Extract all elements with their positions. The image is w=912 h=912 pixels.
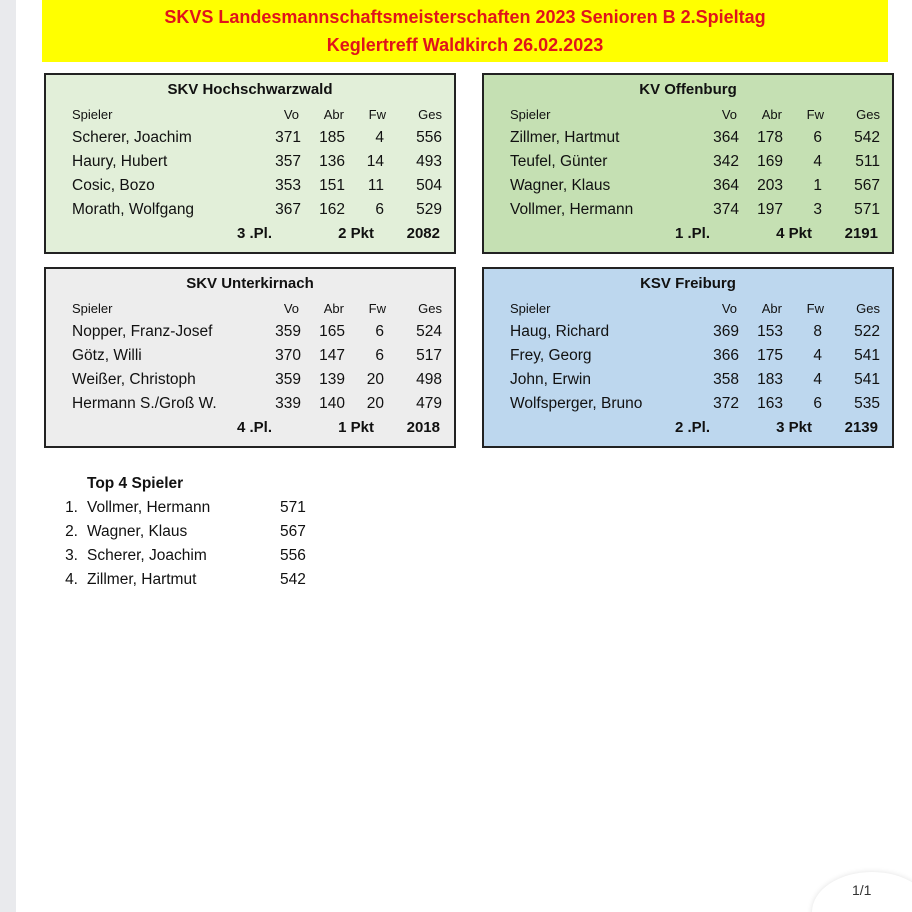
top4-list — [48, 472, 348, 602]
player-ges: 504 — [416, 177, 442, 194]
player-abr: 147 — [319, 347, 345, 364]
team-total: 2191 — [844, 225, 878, 242]
player-abr: 197 — [757, 201, 783, 218]
player-vo: 367 — [275, 201, 301, 218]
title-line-2: Keglertreff Waldkirch 26.02.2023 — [326, 35, 604, 55]
team-total: 2139 — [844, 419, 878, 436]
team-total: 2082 — [406, 225, 440, 242]
player-name: John, Erwin — [510, 371, 591, 388]
player-row — [46, 323, 454, 345]
team-place: 1 .Pl. — [674, 225, 710, 242]
header-ges: Ges — [856, 107, 880, 122]
player-vo: 371 — [275, 129, 301, 146]
top4-rank: 1. — [65, 499, 78, 516]
player-ges: 542 — [854, 129, 880, 146]
player-ges: 529 — [416, 201, 442, 218]
player-fw: 4 — [813, 153, 822, 170]
player-fw: 6 — [813, 395, 822, 412]
player-vo: 364 — [713, 177, 739, 194]
player-row — [46, 177, 454, 199]
player-vo: 372 — [713, 395, 739, 412]
player-ges: 511 — [855, 153, 880, 170]
top4-name: Vollmer, Hermann — [87, 499, 211, 516]
player-abr: 151 — [319, 177, 345, 194]
player-name: Wolfsperger, Bruno — [510, 395, 643, 412]
top4-score: 571 — [280, 499, 306, 516]
player-fw: 8 — [813, 323, 822, 340]
header-spieler: Spieler — [510, 107, 551, 122]
top4-item — [48, 523, 348, 545]
team-card-hochschwarzwald — [44, 73, 456, 254]
player-fw: 11 — [367, 177, 384, 194]
player-name: Haury, Hubert — [72, 153, 168, 170]
player-fw: 20 — [366, 395, 384, 412]
team-name: SKV Unterkirnach — [186, 275, 314, 292]
player-ges: 541 — [854, 371, 880, 388]
header-spieler: Spieler — [72, 107, 113, 122]
team-points: 2 Pkt — [338, 225, 374, 242]
player-abr: 162 — [319, 201, 345, 218]
player-abr: 183 — [757, 371, 783, 388]
top4-rank: 3. — [65, 547, 78, 564]
header-abr: Abr — [761, 301, 782, 316]
player-row — [46, 371, 454, 393]
player-ges: 498 — [416, 371, 442, 388]
player-name: Cosic, Bozo — [72, 177, 155, 194]
title-line-1: SKVS Landesmannschaftsmeisterschaften 2023 Senioren B 2.Spieltag — [164, 7, 766, 27]
team-name: SKV Hochschwarzwald — [167, 81, 333, 98]
team-total: 2018 — [406, 419, 440, 436]
player-name: Scherer, Joachim — [72, 129, 192, 146]
player-row — [46, 129, 454, 151]
top4-score: 556 — [280, 547, 306, 564]
player-name: Weißer, Christoph — [72, 371, 196, 388]
team-card-offenburg — [482, 73, 894, 254]
column-header-row — [484, 107, 892, 129]
player-abr: 203 — [757, 177, 783, 194]
player-abr: 178 — [757, 129, 783, 146]
header-ges: Ges — [856, 301, 880, 316]
player-abr: 185 — [319, 129, 345, 146]
player-abr: 163 — [757, 395, 783, 412]
player-ges: 541 — [854, 347, 880, 364]
player-vo: 353 — [275, 177, 301, 194]
team-points: 4 Pkt — [776, 225, 812, 242]
player-vo: 357 — [275, 153, 301, 170]
player-name: Zillmer, Hartmut — [510, 129, 620, 146]
header-abr: Abr — [323, 301, 344, 316]
player-abr: 153 — [757, 323, 783, 340]
title-banner — [42, 0, 888, 62]
document-page — [16, 0, 912, 912]
team-card-freiburg — [482, 267, 894, 448]
player-fw: 1 — [813, 177, 822, 194]
header-ges: Ges — [418, 301, 442, 316]
header-spieler: Spieler — [510, 301, 551, 316]
top4-title: Top 4 Spieler — [87, 475, 184, 492]
player-fw: 6 — [813, 129, 822, 146]
player-vo: 339 — [275, 395, 301, 412]
player-vo: 342 — [713, 153, 739, 170]
player-ges: 535 — [854, 395, 880, 412]
team-name: KSV Freiburg — [640, 275, 736, 292]
header-fw: Fw — [368, 301, 386, 316]
player-ges: 493 — [416, 153, 442, 170]
top4-rank: 4. — [65, 571, 78, 588]
player-name: Teufel, Günter — [510, 153, 608, 170]
player-row — [484, 153, 892, 175]
player-abr: 169 — [757, 153, 783, 170]
team-points: 1 Pkt — [338, 419, 374, 436]
player-name: Nopper, Franz-Josef — [72, 323, 213, 340]
header-ges: Ges — [418, 107, 442, 122]
player-abr: 165 — [319, 323, 345, 340]
team-summary-row — [484, 225, 892, 247]
player-abr: 136 — [319, 153, 345, 170]
column-header-row — [46, 107, 454, 129]
page-indicator-label: 1/1 — [852, 882, 872, 898]
top4-name: Wagner, Klaus — [87, 523, 188, 540]
player-vo: 369 — [713, 323, 739, 340]
top4-name: Zillmer, Hartmut — [87, 571, 197, 588]
header-abr: Abr — [323, 107, 344, 122]
player-fw: 3 — [813, 201, 822, 218]
player-ges: 567 — [854, 177, 880, 194]
player-row — [484, 371, 892, 393]
player-name: Hermann S./Groß W. — [72, 395, 217, 412]
player-fw: 20 — [366, 371, 384, 388]
header-spieler: Spieler — [72, 301, 113, 316]
top4-item — [48, 499, 348, 521]
player-name: Frey, Georg — [510, 347, 592, 364]
player-name: Morath, Wolfgang — [72, 201, 195, 218]
team-summary-row — [46, 419, 454, 441]
player-ges: 522 — [854, 323, 880, 340]
team-place: 2 .Pl. — [674, 419, 710, 436]
player-fw: 4 — [813, 371, 822, 388]
player-row — [484, 395, 892, 417]
top4-rank: 2. — [65, 523, 78, 540]
player-ges: 524 — [416, 323, 442, 340]
header-fw: Fw — [806, 301, 824, 316]
player-fw: 6 — [375, 347, 384, 364]
player-row — [484, 177, 892, 199]
player-row — [484, 323, 892, 345]
header-vo: Vo — [721, 107, 737, 122]
header-fw: Fw — [806, 107, 824, 122]
player-vo: 359 — [275, 323, 301, 340]
player-row — [46, 395, 454, 417]
player-ges: 571 — [854, 201, 880, 218]
column-header-row — [484, 301, 892, 323]
player-fw: 14 — [366, 153, 384, 170]
player-fw: 4 — [813, 347, 822, 364]
top4-item — [48, 547, 348, 569]
header-abr: Abr — [761, 107, 782, 122]
team-name: KV Offenburg — [639, 81, 737, 98]
player-vo: 370 — [275, 347, 301, 364]
top4-score: 542 — [280, 571, 306, 588]
player-row — [46, 347, 454, 369]
player-fw: 4 — [375, 129, 384, 146]
player-vo: 366 — [713, 347, 739, 364]
team-place: 4 .Pl. — [236, 419, 272, 436]
player-vo: 359 — [275, 371, 301, 388]
player-row — [46, 201, 454, 223]
player-row — [46, 153, 454, 175]
player-name: Vollmer, Hermann — [510, 201, 634, 218]
team-points: 3 Pkt — [776, 419, 812, 436]
top4-item — [48, 571, 348, 593]
page-indicator — [812, 872, 912, 912]
player-abr: 140 — [319, 395, 345, 412]
player-vo: 374 — [713, 201, 739, 218]
player-abr: 175 — [757, 347, 783, 364]
player-ges: 479 — [416, 395, 442, 412]
player-name: Haug, Richard — [510, 323, 610, 340]
top4-name: Scherer, Joachim — [87, 547, 207, 564]
player-ges: 556 — [416, 129, 442, 146]
team-place: 3 .Pl. — [236, 225, 272, 242]
player-fw: 6 — [375, 201, 384, 218]
column-header-row — [46, 301, 454, 323]
player-row — [484, 201, 892, 223]
team-summary-row — [484, 419, 892, 441]
header-vo: Vo — [283, 301, 299, 316]
player-vo: 358 — [713, 371, 739, 388]
header-vo: Vo — [721, 301, 737, 316]
top4-score: 567 — [280, 523, 306, 540]
player-row — [484, 347, 892, 369]
player-abr: 139 — [319, 371, 345, 388]
player-name: Götz, Willi — [72, 347, 142, 364]
header-fw: Fw — [368, 107, 386, 122]
team-card-unterkirnach — [44, 267, 456, 448]
player-ges: 517 — [416, 347, 442, 364]
player-fw: 6 — [375, 323, 384, 340]
player-name: Wagner, Klaus — [510, 177, 611, 194]
team-summary-row — [46, 225, 454, 247]
header-vo: Vo — [283, 107, 299, 122]
player-row — [484, 129, 892, 151]
player-vo: 364 — [713, 129, 739, 146]
